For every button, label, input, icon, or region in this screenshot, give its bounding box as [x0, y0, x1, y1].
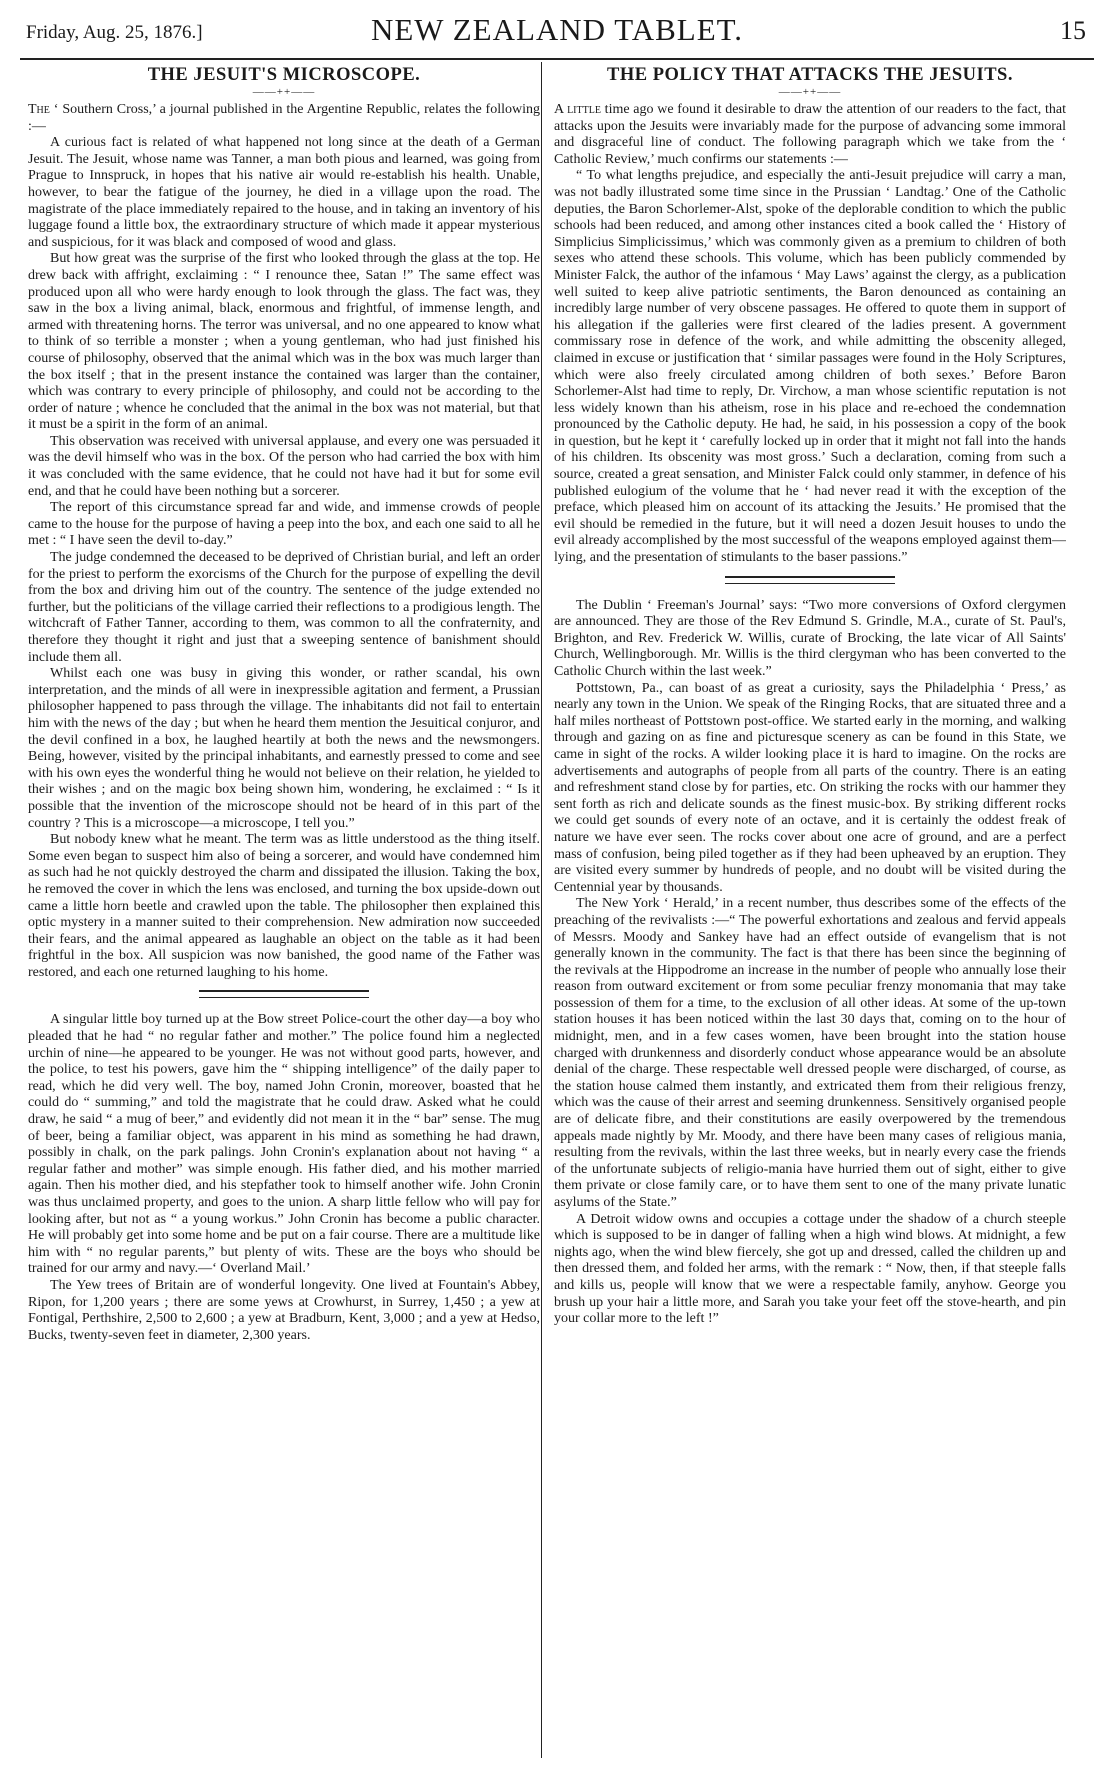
right-column	[554, 64, 1066, 1754]
lead-text: ‘ Southern Cross,’ a journal published in the Argentine Republic, relates the following :—	[28, 102, 540, 134]
column-divider	[541, 62, 542, 1758]
article-paragraph: A Detroit widow owns and occupies a cottage under the shadow of a church steeple which is supposed to be in danger of falling when a high wind blows. At midnight, a few nights ago, when the wind blew fiercely, she got up and dressed, called the children up and then dressed them, and folded her arms, with the remark : “ Now, then, if that steeple falls and kills us, people will know that we were a respectable family, anyhow. George you brush up your hair a little more, and Sarah you take your feet off the stove-hearth, and pin your collar more to the left !”	[554, 1211, 1066, 1327]
article-paragraph: A singular little boy turned up at the Bow street Police-court the other day—a boy who pleaded that he had “ no regular father and mother.” The police found him a neglected urchin of nine—he appeared to be younger. He was not without good parts, however, and the police, to test his powers, gave him the “ shipping intelligence” of the daily paper to read, which he did very well. The boy, named John Cronin, moreover, boasted that he could do “ summing,” and told the magistrate that he could draw. Asked what he could draw, he said “ a mug of beer,” and evidently did not mean it in the “ bar” sense. The mug of beer, being a familiar object, was apparent in his mind as something he had drawn, possibly in chalk, on the park palings. John Cronin's explanation about not having “ a regular father and mother” was simple enough. His father died, and his mother married again. Then his mother died, and his stepfather took to himself another wife. John Cronin was thus unclaimed property, and goes to the union. A sharp little fellow who will pay for looking after, but not as “ a young workus.” John Cronin has become a public character. He will probably get into some home and be put on a fair course. There are a multitude like him with “ no regular parents,” but plenty of wits. These are the boys who should be trained for our army and navy.—‘ Overland Mail.’	[28, 1012, 540, 1277]
article-body-misc-right	[554, 598, 1066, 1328]
section-separator	[725, 576, 895, 584]
article-paragraph: Whilst each one was busy in giving this wonder, or rather scandal, his own interpretation, and the minds of all were in inexpressible agitation and ferment, a Prussian philosopher happened to pass through the village. The inhabitants did not fail to entertain him with the news of the day ; but when he heard them mention the Jesuitical conjuror, and the devil confined in a box, he laughed heartily at both the news and the newsmongers. Being, however, visited by the principal inhabitants, and earnestly pressed to come and see with his own eyes the wonderful thing he would not believe on their relation, he yielded to their wishes ; and on the magic box being shown him, wondering, he exclaimed : “ Is it possible that the invention of the microscope should not be heard of in this part of the country ? This is a microscope—a microscope, I tell you.”	[28, 666, 540, 831]
section-separator	[199, 990, 369, 998]
masthead	[20, 10, 1094, 60]
newspaper-title: NEW ZEALAND TABLET.	[370, 12, 744, 47]
article-paragraph: The report of this circumstance spread far and wide, and immense crowds of people came to the house for the purpose of having a peep into the box, and each one said to all he met : “ I have seen the devil to-day.”	[28, 500, 540, 549]
article-paragraph: The judge condemned the deceased to be deprived of Christian burial, and left an order for the priest to perform the exorcisms of the Church for the purpose of expelling the devil from the box and driving him out of the country. The sentence of the judge extended no further, but the politicians of the village carried their reflections to a prodigious length. The witchcraft of Father Tanner, according to them, was common to all the confraternity, and therefore they thought it right and just that a sweeping sentence of banishment should include them all.	[28, 550, 540, 665]
article-body-jesuits-microscope	[28, 102, 540, 981]
paragraph-group	[28, 1012, 540, 1344]
article-paragraph: But nobody knew what he meant. The term was as little understood as the thing itself. Some even began to suspect him also of being a sorcerer, and would have condemned him as such had he not quickly destroyed the charm and dissipated the illusion. Taking the box, he removed the cover in which the lens was enclosed, and turning the box upside-down out came a little horn beetle and crawled upon the table. The philosopher then explained this optic mystery in a manner suited to their comprehension. New admiration now succeeded their fears, and the animal appeared as laughable an object on the table as it had been frightful in the box. All suspicion was now banished, the good name of the Father was restored, and each one returned laughing to his home.	[28, 832, 540, 980]
article-paragraph: This observation was received with universal applause, and every one was persuaded it was the devil himself who was in the box. Of the person who had carried the box with him it was concluded with the same evidence, that he could not have had it but for some evil end, and that he could have been nothing but a sorcerer.	[28, 433, 540, 499]
lead-word: A little	[554, 102, 601, 117]
article-paragraph: “ To what lengths prejudice, and especially the anti-Jesuit prejudice will carry a man, was not badly illustrated some time since in the Prussian ‘ Landtag.’ One of the Catholic deputies, the Baron Schorlemer-Alst, spoke of the deplorable condition to which the public schools had been reduced, and among other instances cited a book called the ‘ History of Simplicius Simplicissimus,’ which was commonly given as a premium to children of both sexes who attend these schools. This volume, which has been publicly commended by Minister Falck, the author of the infamous ‘ May Laws’ against the clergy, as a publication well suited to keep alive patriotic sentiments, the Baron denounced as containing an incredibly large number of very obscene passages. He offered to quote them in support of his allegation if the galleries were first cleared of the ladies present. A government commissary rose in defence of the work, and while admitting the obscenity alleged, claimed in excuse or justification that ‘ similar passages were found in the Holy Scriptures, which were also freely circulated among children of both sexes.’ Before Baron Schorlemer-Alst had time to reply, Dr. Virchow, a man whose scientific reputation is not less widely known than his atheism, rose in his place and re-echoed the condemnation pronounced by the Catholic deputy. He had, he said, in his possession a copy of the book in question, but he kept it ‘ carefully locked up in order that it might not fall into the hands of his children. Its obscenity was most gross.’ Such a declaration, coming from such a source, created a great sensation, and Minister Falck could only stammer, in defence of his published eulogium of the volume that he ‘ had never read it with the exception of the preface, which pleased him on account of its attacking the Jesuits.’ He promised that the evil should be remedied in the future, but it will need a dozen Jesuit houses to undo the evil already accomplished by the most successful of the weapons employed against them—lying, and the presentation of stimulants to the baser passions.”	[554, 168, 1066, 566]
title-ornament: ——++——	[778, 86, 842, 98]
article-paragraph: The New York ‘ Herald,’ in a recent number, thus describes some of the effects of the preaching of the revivalists :—“ The powerful exhortations and zealous and fervid appeals of Messrs. Moody and Sankey have had an effect outside of evangelism that is not generally known in the community. The fact is that there has been since the beginning of the revivals at the Hippodrome an increase in the number of people who annually lose their reason from outward excitement or from some peculiar frenzy monomania that may take possession of them for a time, to the exclusion of all other ideas. At some of the up-town station houses it has been noticed within the last 30 days that, coming on to the hour of midnight, men, and in a few cases women, have been brought into the station house charged with drunkenness and disorderly conduct whose appearance would be an absolute denial of the charge. These respectable well dressed people were discharged, of course, as the station house calmed them instantly, and extricated them from their religious frenzy, which was the cause of their arrest and seeming drunkenness. Sensitively organised people are of delicate fibre, and their constitutions are easily overpowered by the tremendous appeals made nightly by Mr. Moody, and there have been many cases of religious mania, resulting from the revivals, within the last three weeks, but in nearly every case the friends of the unfortunate subjects of religio-mania have hurried them out of sight, either to give them private or close family care, or to have them sent to one of the many private lunatic asylums of the State.”	[554, 896, 1066, 1210]
lead-word: The	[28, 102, 50, 117]
left-column	[28, 64, 540, 1754]
article-body-policy	[554, 102, 1066, 567]
paragraph-group	[554, 168, 1066, 566]
lead-paragraph	[554, 102, 1066, 168]
article-paragraph: The Dublin ‘ Freeman's Journal’ says: “Two more conversions of Oxford clergymen are announced. They are those of the Rev Edmund S. Grindle, M.A., curate of St. Paul's, Brighton, and Rev. Frederick W. Willis, curate of Brocking, the late vicar of All Saints' Church, Wellingborough. Mr. Willis is the third clergyman who has been converted to the Catholic Church within the last week.”	[554, 597, 1066, 679]
article-body-misc-left	[28, 1012, 540, 1344]
title-ornament: ——++——	[252, 86, 316, 98]
lead-text: time ago we found it desirable to draw the attention of our readers to the fact, that attacks upon the Jesuits were invariably made for the purpose of advancing some immoral and disgraceful line of conduct. The following paragraph which we take from the ‘ Catholic Review,’ much confirms our statements :—	[554, 102, 1066, 167]
article-title-jesuits-microscope: THE JESUIT'S MICROSCOPE.	[147, 65, 421, 85]
page-number: 15	[1060, 16, 1086, 45]
paragraph-group	[554, 598, 1066, 1328]
issue-date: Friday, Aug. 25, 1876.]	[26, 22, 203, 43]
article-paragraph: But how great was the surprise of the first who looked through the glass at the top. He drew back with affright, exclaiming : “ I renounce thee, Satan !” The same effect was produced upon all who were hardy enough to look through the glass. The fact was, they saw in the box a living animal, black, enormous and frightful, of immense length, and armed with threatening horns. The terror was universal, and no one appeared to know what to think of so terrible a monster ; when a young gentleman, who had just finished his course of philosophy, observed that the animal which was in the box was much larger than the box itself ; that in the present instance the contained was larger than the container, which was contrary to every principle of philosophy, and could not be according to the order of nature ; whence he concluded that the animal in the box was not material, but that it must be a spirit in the form of an animal.	[28, 251, 540, 433]
article-paragraph: Pottstown, Pa., can boast of as great a curiosity, says the Philadelphia ‘ Press,’ as nearly any town in the Union. We speak of the Ringing Rocks, that are situated three and a half miles northeast of Pottstown post-office. We started early in the morning, and walking through and gazing on as fine and picturesque scenery as can be found in this State, we came in sight of the rocks. A wilder looking place it is hard to imagine. On the rocks are advertisements and autographs of people from all parts of the country. There is an eating and refreshment stand close by for parties, etc. On striking the rocks with our hammer they sent forth as rich and delicate sounds as the finest music-box. By striking different rocks we could get sounds of every note of an octave, and it is certainly the oddest freak of nature we have ever seen. The rocks cover about one acre of ground, and are a perfect mass of confusion, being piled together as if they had been upheaved by an eruption. They are visited every summer by hundreds of people, and no doubt will be visited during the Centennial year by thousands.	[554, 680, 1066, 895]
paragraph-group	[28, 135, 540, 981]
article-title-policy-attacks-jesuits: THE POLICY THAT ATTACKS THE JESUITS.	[607, 65, 1013, 85]
article-paragraph: The Yew trees of Britain are of wonderful longevity. One lived at Fountain's Abbey, Ripon, for 1,200 years ; there are some yews at Crowhurst, in Surrey, 1,450 ; a yew at Fontigal, Perthshire, 2,500 to 2,600 ; a yew at Bradburn, Kent, 3,000 ; and a yew at Hedso, Bucks, twenty-seven feet in diameter, 2,300 years.	[28, 1277, 540, 1343]
lead-paragraph	[28, 102, 540, 135]
article-paragraph: A curious fact is related of what happened not long since at the death of a German Jesuit. The Jesuit, whose name was Tanner, a man both pious and learned, was going from Prague to Innspruck, in hopes that his native air would re-establish his health. Unable, however, to bear the fatigue of the journey, he died in a village upon the road. The magistrate of the place immediately repaired to the house, and in taking an inventory of his luggage found a little box, the extraordinary structure of which made it appear mysterious and suspicious, for it was black and composed of wood and glass.	[28, 135, 540, 250]
